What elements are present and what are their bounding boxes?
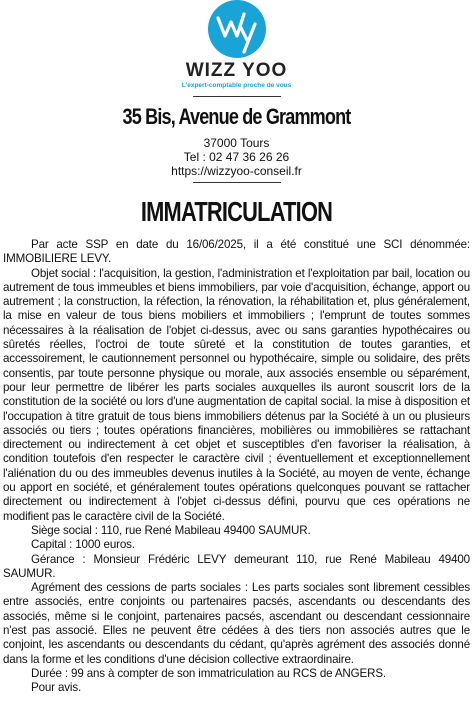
office-website[interactable]: https://wizzyoo-conseil.fr xyxy=(171,164,302,178)
logo-monogram-icon xyxy=(208,0,266,58)
wizz-yoo-logo-icon xyxy=(208,0,266,58)
office-phone: Tel : 02 47 36 26 26 xyxy=(183,150,290,164)
divider-bottom xyxy=(193,182,281,183)
paragraph-pour-avis: Pour avis. xyxy=(31,681,82,695)
notice-title: IMMATRICULATION xyxy=(140,196,333,227)
office-city: 37000 Tours xyxy=(203,136,270,150)
paragraph-agrement: Agrément des cessions de parts sociales : Les parts sociales sont librement cessibles entre associés, entre conjoints ou partenaires pacsés, ascendants ou descendants des associés, même si le conjoint, partenaires pacsés, ascendant ou descendant cessionnaire n'est pas associé. Elles ne peuvent être cédées à des tiers non associés autres que le conjoint, les ascendants ou descendants du cédant, qu'après agrément des associés donné dans la forme et les conditions d'une décision collective extraordinaire. xyxy=(3,581,470,666)
paragraph-capital: Capital : 1000 euros. xyxy=(31,538,135,552)
paragraph-constitution: Par acte SSP en date du 16/06/2025, il a été constitué une SCI dénommée: IMMOBILIERE LEVY. xyxy=(3,238,470,266)
paragraph-siege-social: Siège social : 110, rue René Mabileau 49400 SAUMUR. xyxy=(31,523,311,537)
brand-tagline: L'expert-comptable proche de vous xyxy=(181,82,292,89)
paragraph-objet-social: Objet social : l'acquisition, la gestion, l'administration et l'exploitation par bail, location ou autrement de tous immeubles et biens immobiliers, par voie d'acquisition, échange, apport ou autrement ; la construction, la réfection, la rénovation, la réhabilitation et, plus généralement, la mise en valeur de tous biens mobiliers et immobiliers ; l'emprunt de toutes sommes nécessaires à la réalisation de l'objet ci-dessus, avec ou sans garanties hypothécaires ou sûretés réelles, l'octroi de toute sûreté et la constitution de toutes garanties, et accessoirement, le cautionnement personnel ou hypothécaire, simple ou solidaire, des prêts consentis, par toute personne physique ou morale, aux associés ensemble ou séparément, pour leur permettre de libérer les parts sociales auxquelles ils auront souscrit lors de la constitution de la société ou lors d'une augmentation de capital social. la mise à disposition et l'occupation à titre gratuit de tous biens immobiliers détenus par la Société à un ou plusieurs associés ou tiers ; toutes opérations financières, mobilières ou immobilières se rattachant directement ou indirectement à cet objet et susceptibles d'en favoriser la réalisation, à condition toutefois d'en respecter le caractère civil ; éventuellement et exceptionnellement l'aliénation du ou des immeubles devenus inutiles à la Société, au moyen de vente, échange ou apport en société, et généralement toutes opérations quelconques pouvant se rattacher directement ou indirectement à l'objet ci-dessus défini, pourvu que ces opérations ne modifient pas le caractère civil de la Société. xyxy=(3,266,470,523)
office-address: 35 Bis, Avenue de Grammont xyxy=(122,104,351,129)
notice-body xyxy=(3,238,470,696)
divider-top xyxy=(193,96,281,97)
paragraph-gerance: Gérance : Monsieur Frédéric LEVY demeurant 110, rue René Mabileau 49400 SAUMUR. xyxy=(3,552,470,580)
paragraph-duree: Durée : 99 ans à compter de son immatriculation au RCS de ANGERS. xyxy=(31,666,386,680)
brand-name: WIZZ YOO xyxy=(185,60,288,81)
